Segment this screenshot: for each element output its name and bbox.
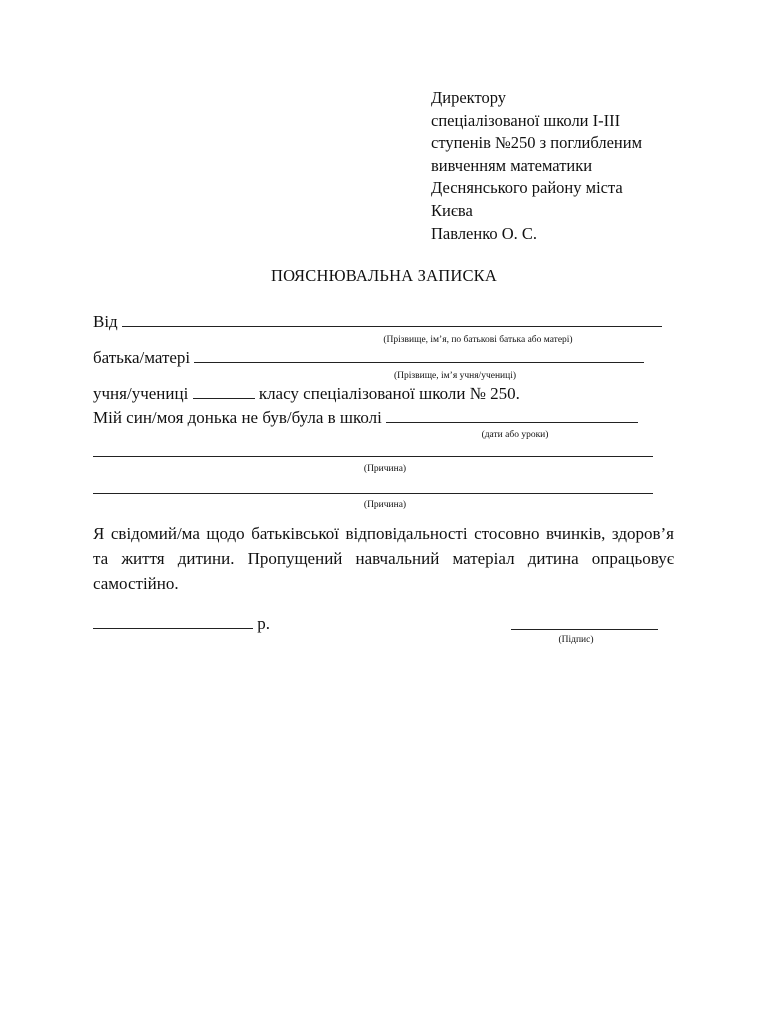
student-line (93, 384, 520, 404)
addressee-line: Києва (431, 200, 473, 220)
year-suffix: р. (257, 614, 270, 633)
addressee-line: ступенів №250 з поглибленим (431, 133, 643, 153)
signature-hint: (Підпис) (558, 635, 594, 645)
from-line (93, 312, 662, 332)
addressee-line: Директору (431, 88, 506, 107)
from-blank-field[interactable] (122, 312, 662, 327)
date-blank-field[interactable] (93, 614, 253, 629)
dates-hint: (дати або уроки) (481, 430, 549, 440)
addressee-line: Деснянського району міста (431, 178, 623, 198)
document-title: ПОЯСНЮВАЛЬНА ЗАПИСКА (271, 266, 497, 285)
addressee-line: Павленко О. С. (431, 223, 538, 243)
reason-hint-2: (Причина) (363, 500, 407, 510)
parent-hint: (Прізвище, ім’я учня/учениці) (394, 371, 516, 381)
statement-paragraph: Я свідомий/ма щодо батьківської відповідальності стосовно вчинків, здоров’я та життя дитини. Пропущений навчальний матеріал дитина опрацьовує самостійно. (93, 524, 674, 593)
reason-blank-field-1[interactable] (93, 456, 653, 457)
class-text: класу спеціалізованої школи № 250. (258, 384, 520, 403)
reason-hint-1: (Причина) (363, 464, 407, 474)
parent-blank-field[interactable] (194, 348, 644, 363)
date-line (93, 614, 270, 634)
reason-blank-field-2[interactable] (93, 493, 653, 494)
addressee-line: спеціалізованої школи І-ІІІ (431, 110, 621, 130)
student-label: учня/учениці (93, 384, 189, 403)
parent-label: батька/матері (93, 348, 191, 367)
from-label: Від (93, 312, 118, 331)
signature-blank-field[interactable] (511, 629, 658, 630)
addressee-line: вивченням математики (431, 155, 593, 175)
from-hint: (Прізвище, ім’я, по батькові батька або матері) (383, 335, 573, 345)
absent-text: Мій син/моя донька не був/була в школі (93, 408, 382, 427)
addressee-block (431, 87, 642, 245)
dates-blank-field[interactable] (386, 408, 638, 423)
parent-line (93, 348, 644, 368)
absent-line (93, 408, 638, 428)
class-blank-field[interactable] (193, 384, 255, 399)
